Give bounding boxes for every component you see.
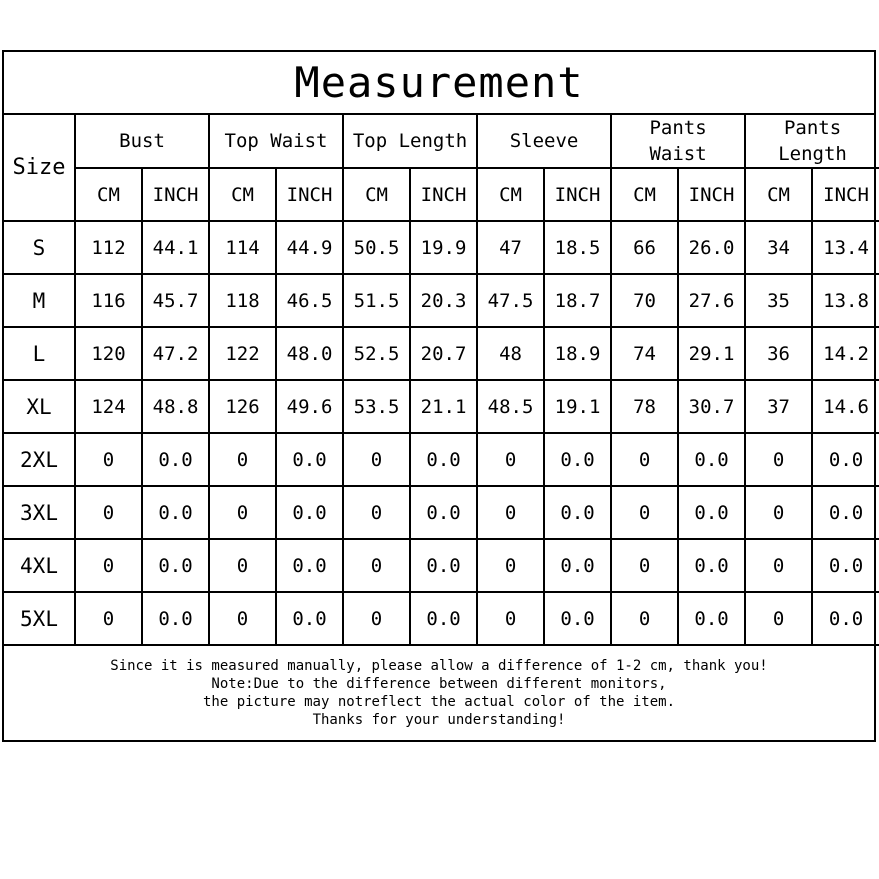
measurement-cell: 0.0 [276,433,343,486]
measurement-cell: 0.0 [142,433,209,486]
group-header-top-length: Top Length [343,115,477,168]
measurement-cell: 19.9 [410,221,477,274]
unit-header-inch: INCH [812,168,879,221]
measurement-cell: 0.0 [544,486,611,539]
measurement-cell: 45.7 [142,274,209,327]
measurement-cell: 46.5 [276,274,343,327]
measurement-cell: 0 [477,539,544,592]
size-cell: 4XL [4,539,75,592]
measurement-cell: 0 [745,433,812,486]
measurement-cell: 52.5 [343,327,410,380]
measurement-cell: 50.5 [343,221,410,274]
table-row [4,486,879,539]
measurement-cell: 0 [343,486,410,539]
measurement-cell: 0 [745,592,812,645]
measurement-cell: 0 [209,539,276,592]
measurement-cell: 0.0 [544,592,611,645]
measurement-cell: 122 [209,327,276,380]
measurement-cell: 74 [611,327,678,380]
measurement-cell: 0.0 [276,592,343,645]
note-line: the picture may notreflect the actual color of the item. [202,693,675,710]
measurement-cell: 47 [477,221,544,274]
measurement-cell: 13.4 [812,221,879,274]
measurement-cell: 26.0 [678,221,745,274]
measurement-cell: 0 [611,592,678,645]
unit-header-inch: INCH [544,168,611,221]
measurement-cell: 0.0 [142,486,209,539]
measurement-cell: 14.2 [812,327,879,380]
measurement-cell: 0 [75,433,142,486]
measurement-cell: 112 [75,221,142,274]
measurement-cell: 37 [745,380,812,433]
measurement-cell: 0 [75,539,142,592]
measurement-cell: 0 [209,433,276,486]
measurement-cell: 0.0 [410,486,477,539]
table-row [4,539,879,592]
measurement-cell: 20.7 [410,327,477,380]
measurement-cell: 35 [745,274,812,327]
measurement-cell: 0 [745,539,812,592]
measurement-cell: 0 [745,486,812,539]
measurement-cell: 20.3 [410,274,477,327]
measurement-cell: 21.1 [410,380,477,433]
measurement-cell: 0 [343,433,410,486]
measurement-cell: 0 [477,592,544,645]
size-cell: L [4,327,75,380]
measurement-cell: 78 [611,380,678,433]
measurement-cell: 0.0 [142,539,209,592]
size-cell: 5XL [4,592,75,645]
unit-header-cm: CM [745,168,812,221]
measurement-cell: 44.9 [276,221,343,274]
note-line: Since it is measured manually, please allow a difference of 1-2 cm, thank you! [110,657,768,674]
measurement-cell: 0 [209,592,276,645]
group-header-top-waist: Top Waist [209,115,343,168]
unit-header-cm: CM [343,168,410,221]
measurement-cell: 51.5 [343,274,410,327]
measurement-cell: 0.0 [410,592,477,645]
group-header-bust: Bust [75,115,209,168]
table-row [4,380,879,433]
measurement-cell: 0 [343,539,410,592]
table-row [4,221,879,274]
measurement-cell: 0.0 [276,539,343,592]
measurement-cell: 126 [209,380,276,433]
measurement-cell: 48 [477,327,544,380]
measurement-cell: 27.6 [678,274,745,327]
measurement-cell: 53.5 [343,380,410,433]
table-row [4,327,879,380]
table-row [4,592,879,645]
measurement-cell: 66 [611,221,678,274]
measurement-cell: 18.9 [544,327,611,380]
note-line: Note:Due to the difference between different monitors, [211,675,667,692]
measurement-cell: 70 [611,274,678,327]
measurement-cell: 13.8 [812,274,879,327]
chart-title: Measurement [4,52,874,115]
size-cell: M [4,274,75,327]
measurement-cell: 120 [75,327,142,380]
measurement-cell: 124 [75,380,142,433]
unit-header-cm: CM [75,168,142,221]
size-cell: S [4,221,75,274]
measurement-cell: 36 [745,327,812,380]
table-row [4,274,879,327]
measurement-cell: 48.5 [477,380,544,433]
measurement-cell: 0 [477,433,544,486]
measurement-cell: 44.1 [142,221,209,274]
measurement-cell: 14.6 [812,380,879,433]
measurement-cell: 0 [477,486,544,539]
measurement-table [4,115,879,646]
unit-header-cm: CM [477,168,544,221]
measurement-cell: 0 [611,486,678,539]
unit-header-inch: INCH [410,168,477,221]
group-header-pants-length: Pants Length [745,115,879,168]
measurement-cell: 0.0 [812,592,879,645]
unit-header-inch: INCH [276,168,343,221]
measurement-cell: 0 [75,486,142,539]
measurement-cell: 0.0 [410,433,477,486]
measurement-cell: 0 [611,539,678,592]
measurement-cell: 118 [209,274,276,327]
measurement-cell: 116 [75,274,142,327]
size-cell: 2XL [4,433,75,486]
measurement-cell: 48.0 [276,327,343,380]
measurement-cell: 19.1 [544,380,611,433]
size-column-header: Size [4,115,75,221]
measurement-cell: 0.0 [812,433,879,486]
measurement-cell: 30.7 [678,380,745,433]
measurement-cell: 0 [209,486,276,539]
measurement-cell: 0.0 [276,486,343,539]
measurement-cell: 29.1 [678,327,745,380]
size-cell: XL [4,380,75,433]
table-row [4,433,879,486]
measurement-cell: 0.0 [812,539,879,592]
measurement-cell: 47.2 [142,327,209,380]
disclaimer-notes [4,645,874,740]
group-header-pants-waist: Pants Waist [611,115,745,168]
measurement-cell: 0.0 [678,539,745,592]
measurement-cell: 0 [75,592,142,645]
measurement-cell: 18.5 [544,221,611,274]
measurement-cell: 0.0 [544,539,611,592]
unit-header-cm: CM [209,168,276,221]
measurement-cell: 48.8 [142,380,209,433]
unit-header-cm: CM [611,168,678,221]
unit-header-inch: INCH [678,168,745,221]
measurement-cell: 18.7 [544,274,611,327]
measurement-cell: 0.0 [142,592,209,645]
note-line: Thanks for your understanding! [312,711,566,728]
group-header-sleeve: Sleeve [477,115,611,168]
measurement-cell: 49.6 [276,380,343,433]
measurement-cell: 0.0 [410,539,477,592]
measurement-cell: 0 [611,433,678,486]
measurement-cell: 0.0 [678,592,745,645]
size-chart [2,50,876,742]
measurement-cell: 47.5 [477,274,544,327]
measurement-cell: 0.0 [544,433,611,486]
measurement-cell: 114 [209,221,276,274]
size-cell: 3XL [4,486,75,539]
measurement-cell: 0.0 [678,433,745,486]
unit-header-inch: INCH [142,168,209,221]
measurement-cell: 0.0 [812,486,879,539]
measurement-cell: 34 [745,221,812,274]
measurement-cell: 0 [343,592,410,645]
measurement-cell: 0.0 [678,486,745,539]
